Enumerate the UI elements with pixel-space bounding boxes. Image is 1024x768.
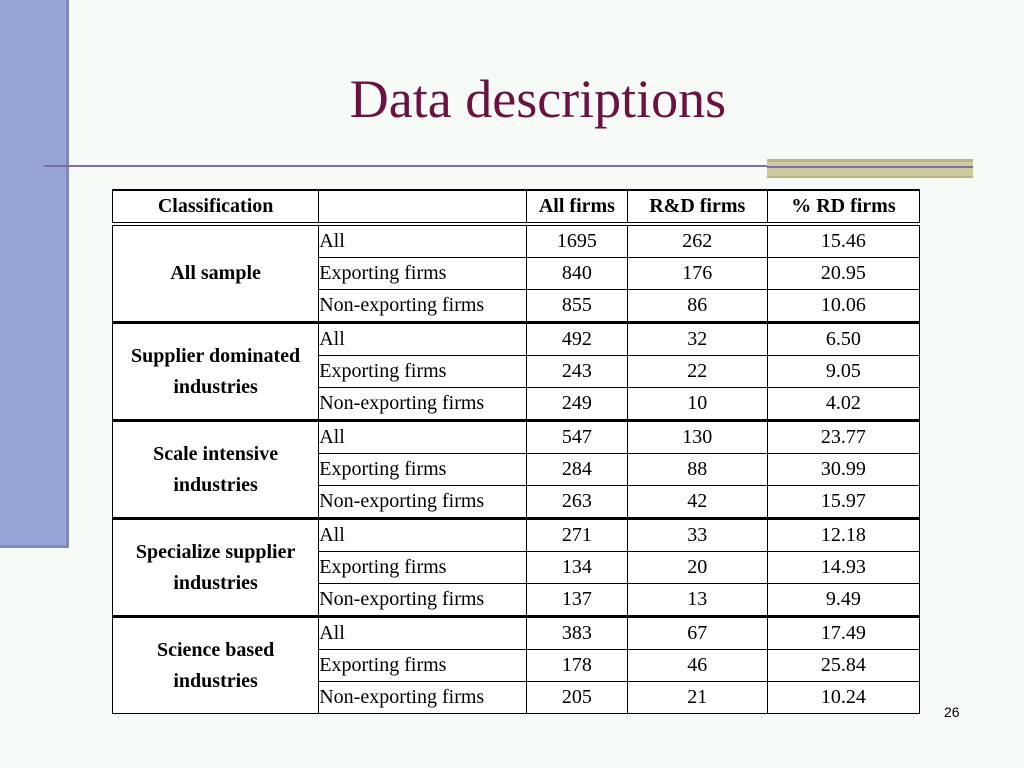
all-firms-cell: 263 <box>527 486 628 519</box>
pct-rd-firms-cell: 15.97 <box>767 486 919 519</box>
rd-firms-cell: 20 <box>627 552 767 584</box>
rd-firms-cell: 46 <box>627 650 767 682</box>
firm-type-cell: All <box>319 323 527 356</box>
pct-rd-firms-cell: 6.50 <box>767 323 919 356</box>
all-firms-cell: 271 <box>527 519 628 552</box>
rd-firms-cell: 10 <box>627 388 767 421</box>
table-row <box>113 519 920 552</box>
table-header-row <box>113 190 920 224</box>
rd-firms-cell: 130 <box>627 421 767 454</box>
rd-firms-cell: 42 <box>627 486 767 519</box>
all-firms-cell: 178 <box>527 650 628 682</box>
pct-rd-firms-cell: 9.05 <box>767 356 919 388</box>
pct-rd-firms-cell: 9.49 <box>767 584 919 617</box>
rd-firms-cell: 88 <box>627 454 767 486</box>
rd-firms-cell: 262 <box>627 224 767 258</box>
firm-type-cell: All <box>319 224 527 258</box>
all-firms-cell: 855 <box>527 290 628 323</box>
firm-type-cell: All <box>319 421 527 454</box>
table-row <box>113 224 920 258</box>
pct-rd-firms-cell: 23.77 <box>767 421 919 454</box>
slide-title: Data descriptions <box>349 69 727 129</box>
group-label: Science based industries <box>113 617 319 714</box>
table-row <box>113 323 920 356</box>
firm-type-cell: Non-exporting firms <box>319 682 527 714</box>
pct-rd-firms-cell: 17.49 <box>767 617 919 650</box>
rd-firms-cell: 13 <box>627 584 767 617</box>
page-number: 26 <box>944 704 960 720</box>
title-rule-accent <box>767 159 973 178</box>
firm-type-cell: Exporting firms <box>319 650 527 682</box>
group-label: Specialize supplier industries <box>113 519 319 617</box>
pct-rd-firms-cell: 10.06 <box>767 290 919 323</box>
firm-type-cell: All <box>319 519 527 552</box>
group-label: Scale intensive industries <box>113 421 319 519</box>
firm-type-cell: Non-exporting firms <box>319 388 527 421</box>
header-pct-rd-firms: % RD firms <box>767 190 919 224</box>
all-firms-cell: 383 <box>527 617 628 650</box>
all-firms-cell: 243 <box>527 356 628 388</box>
rd-firms-cell: 67 <box>627 617 767 650</box>
title-rule <box>44 165 772 167</box>
rd-firms-cell: 32 <box>627 323 767 356</box>
all-firms-cell: 137 <box>527 584 628 617</box>
rd-firms-cell: 21 <box>627 682 767 714</box>
all-firms-cell: 1695 <box>527 224 628 258</box>
pct-rd-firms-cell: 30.99 <box>767 454 919 486</box>
all-firms-cell: 284 <box>527 454 628 486</box>
all-firms-cell: 205 <box>527 682 628 714</box>
firm-type-cell: Non-exporting firms <box>319 290 527 323</box>
group-label: All sample <box>113 224 319 323</box>
pct-rd-firms-cell: 25.84 <box>767 650 919 682</box>
header-all-firms: All firms <box>527 190 628 224</box>
pct-rd-firms-cell: 4.02 <box>767 388 919 421</box>
header-classification: Classification <box>113 190 319 224</box>
group-label: Supplier dominated industries <box>113 323 319 421</box>
rd-firms-cell: 176 <box>627 258 767 290</box>
table-row <box>113 617 920 650</box>
rd-firms-cell: 86 <box>627 290 767 323</box>
title-rule-accent-line <box>767 166 973 168</box>
firm-type-cell: Exporting firms <box>319 552 527 584</box>
firm-type-cell: Non-exporting firms <box>319 584 527 617</box>
firm-type-cell: Non-exporting firms <box>319 486 527 519</box>
firm-type-cell: Exporting firms <box>319 356 527 388</box>
pct-rd-firms-cell: 10.24 <box>767 682 919 714</box>
table-row <box>113 421 920 454</box>
pct-rd-firms-cell: 14.93 <box>767 552 919 584</box>
pct-rd-firms-cell: 15.46 <box>767 224 919 258</box>
firm-type-cell: All <box>319 617 527 650</box>
header-rd-firms: R&D firms <box>627 190 767 224</box>
data-table <box>112 189 920 714</box>
rd-firms-cell: 33 <box>627 519 767 552</box>
pct-rd-firms-cell: 12.18 <box>767 519 919 552</box>
all-firms-cell: 840 <box>527 258 628 290</box>
firm-type-cell: Exporting firms <box>319 454 527 486</box>
all-firms-cell: 492 <box>527 323 628 356</box>
rd-firms-cell: 22 <box>627 356 767 388</box>
pct-rd-firms-cell: 20.95 <box>767 258 919 290</box>
all-firms-cell: 547 <box>527 421 628 454</box>
header-firm-type <box>319 190 527 224</box>
all-firms-cell: 134 <box>527 552 628 584</box>
firm-type-cell: Exporting firms <box>319 258 527 290</box>
all-firms-cell: 249 <box>527 388 628 421</box>
table-body <box>113 224 920 714</box>
